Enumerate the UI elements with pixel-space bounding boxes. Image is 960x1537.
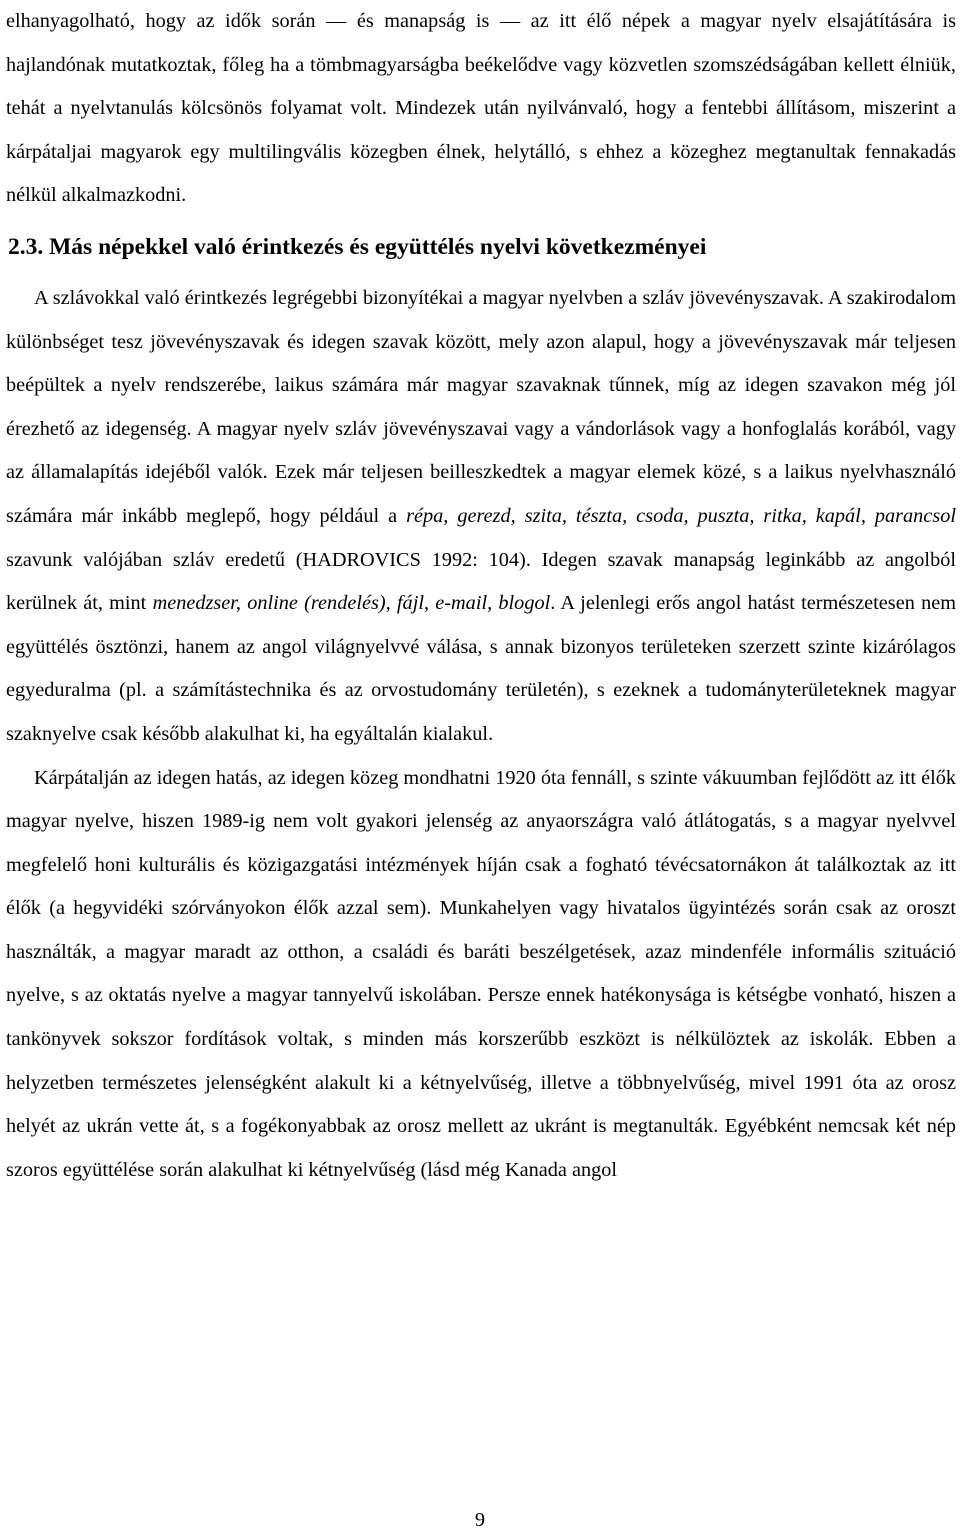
section-title: Más népekkel való érintkezés és együttélés nyelvi következményei xyxy=(49,233,707,260)
paragraph-text: . A jelenlegi erős angol hatást természetesen nem együttélés ösztönzi, hanem az angol világnyelvvé válása, s annak bizonyos területeken szerzett szinte kizárólagos egyeduralma (pl. a számítástechnika és az orvostudomány területén), s ezeknek a tudományterületeknek magyar szaknyelve csak később alakulhat ki, ha egyáltalán kialakul. xyxy=(6,592,956,745)
paragraph-text: 1992: 104). Idegen szavak manapság leginkább az angolból kerülnek át, mint xyxy=(6,548,956,615)
paragraph-text: szavunk valójában szláv eredetű ( xyxy=(6,548,303,571)
example-words-italic: répa, gerezd, szita, tészta, csoda, puszta, ritka, kapál, parancsol xyxy=(406,504,956,527)
page-number: 9 xyxy=(474,1509,486,1531)
example-words-italic: menedzser, online (rendelés), fájl, e-mail, blogol xyxy=(152,592,551,615)
body-paragraph: elhanyagolható, hogy az idők során ― és manapság is ― az itt élő népek a magyar nyelv elsajátítására is hajlandónak mutatkoztak, főleg ha a tömbmagyarságba beékelődve vagy közvetlen szomszédságában kellett élniük, tehát a nyelvtanulás kölcsönös folyamat volt. Mindezek után nyilvánvaló, hogy a fentebbi állításom, miszerint a kárpátaljai magyarok egy multilingvális közegben élnek, helytálló, s ehhez a közeghez megtanultak fennakadás nélkül alkalmazkodni. xyxy=(6,10,956,207)
citation-author-initial: H xyxy=(302,548,318,571)
section-number: 2.3. xyxy=(8,233,44,260)
body-paragraph xyxy=(6,277,956,757)
section-heading xyxy=(6,220,956,275)
citation-author: ADROVICS xyxy=(317,548,421,571)
body-paragraph: Kárpátalján az idegen hatás, az idegen közeg mondhatni 1920 óta fennáll, s szinte vákuumban fejlődött az itt élők magyar nyelve, hiszen 1989-ig nem volt gyakori jelenség az anyaországra való átlátogatás, s a magyar nyelvvel megfelelő honi kulturális és közigazgatási intézmények híján csak a fogható tévécsatornákon át találkoztak az itt élők (a hegyvidéki szórványokon élők azzal sem). Munkahelyen vagy hivatalos ügyintézés során csak az oroszt használták, a magyar maradt az otthon, a családi és baráti beszélgetések, azaz mindenféle informális szituáció nyelve, s az oktatás nyelve a magyar tannyelvű iskolában. Persze ennek hatékonysága is kétségbe vonható, hiszen a tankönyvek sokszor fordítások voltak, s minden más korszerűbb eszközt is nélkülöztek az iskolák. Ebben a helyzetben természetes jelenségként alakult ki a kétnyelvűség, illetve a többnyelvűség, mivel 1991 óta az orosz helyét az ukrán vette át, s a fogékonyabbak az orosz mellett az ukránt is megtanulták. Egyébként nemcsak két nép szoros együttélése során alakulhat ki kétnyelvűség (lásd még Kanada angol xyxy=(6,766,956,1181)
paragraph-text: A szlávokkal való érintkezés legrégebbi bizonyítékai a magyar nyelvben a szláv jövevényszavak. A szakirodalom különbséget tesz jövevényszavak és idegen szavak között, mely azon alapul, hogy a jövevényszavak már teljesen beépültek a nyelv rendszerébe, laikus számára már magyar szavaknak tűnnek, míg az idegen szavakon még jól érezhető az idegenség. A magyar nyelv szláv jövevényszavai vagy a vándorlások vagy a honfoglalás korából, vagy az államalapítás idejéből valók. Ezek már teljesen beilleszkedtek a magyar elemek közé, s a laikus nyelvhasználó számára már inkább meglepő, hogy például a xyxy=(6,286,956,527)
document-page xyxy=(6,0,956,1192)
